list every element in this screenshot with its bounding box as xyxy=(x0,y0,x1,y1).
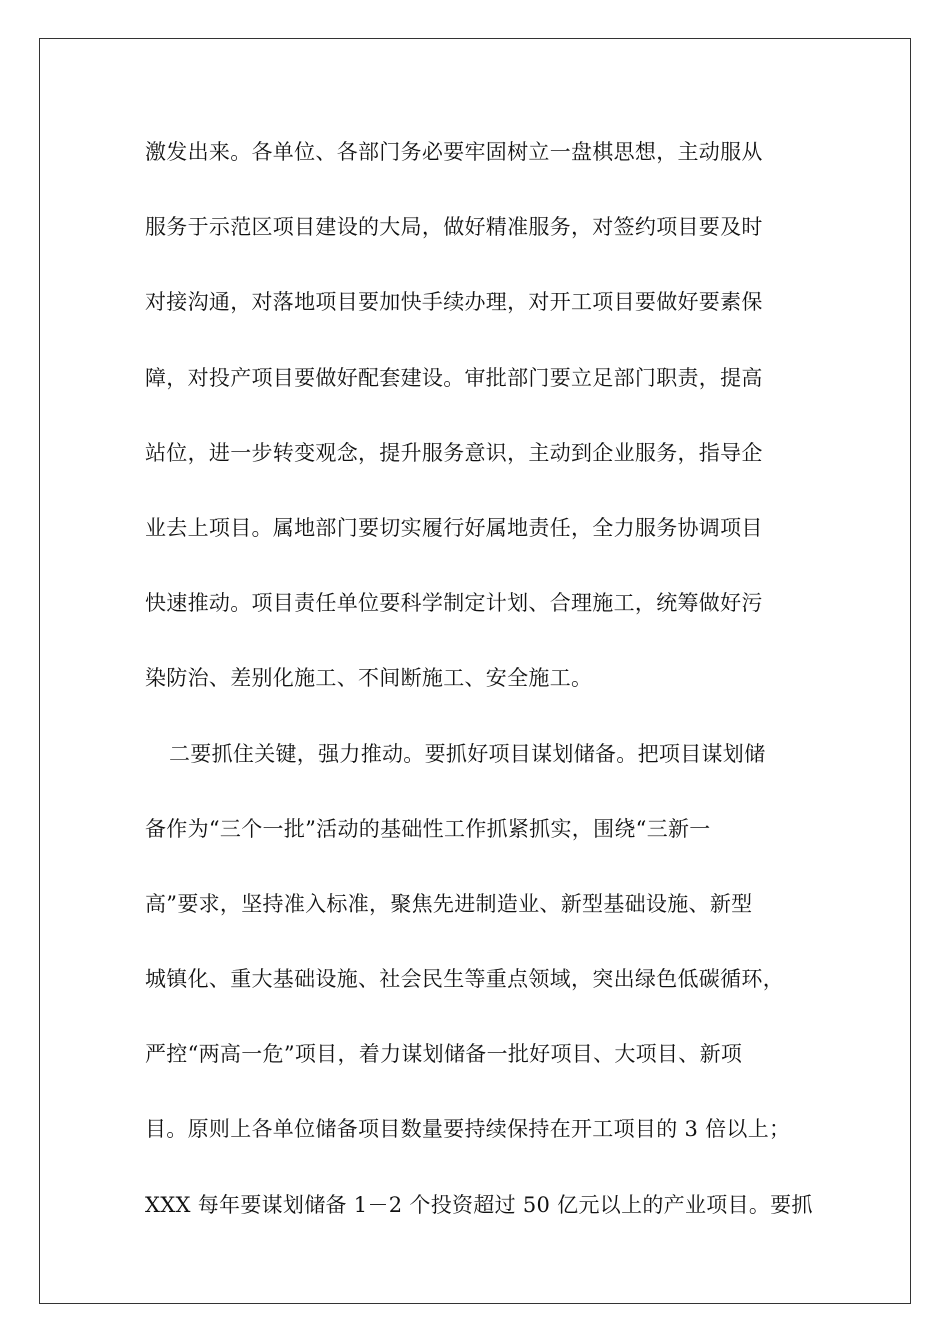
text-line: XXX 每年要谋划储备 1－2 个投资超过 50 亿元以上的产业项目。要抓 xyxy=(145,1192,813,1217)
text-line: 站位，进一步转变观念，提升服务意识，主动到企业服务，指导企 xyxy=(145,440,763,465)
text-line: 业去上项目。属地部门要切实履行好属地责任，全力服务协调项目 xyxy=(145,515,763,540)
text-line: 备作为“三个一批”活动的基础性工作抓紧抓实，围绕“三新一 xyxy=(145,816,711,841)
text-line: 快速推动。项目责任单位要科学制定计划、合理施工，统筹做好污 xyxy=(145,591,763,616)
text-line: 高”要求，坚持准入标准，聚焦先进制造业、新型基础设施、新型 xyxy=(145,891,753,916)
text-line: 对接沟通，对落地项目要加快手续办理，对开工项目要做好要素保 xyxy=(145,290,763,315)
text-line: 严控“两高一危”项目，着力谋划储备一批好项目、大项目、新项 xyxy=(145,1042,743,1067)
text-line: 城镇化、重大基础设施、社会民生等重点领域，突出绿色低碳循环， xyxy=(145,967,784,992)
text-line: 服务于示范区项目建设的大局，做好精准服务，对签约项目要及时 xyxy=(145,215,763,240)
document-body xyxy=(145,132,813,1260)
text-line: 染防治、差别化施工、不间断施工、安全施工。 xyxy=(145,666,593,691)
text-line: 激发出来。各单位、各部门务必要牢固树立一盘棋思想，主动服从 xyxy=(145,140,763,164)
text-line: 目。原则上各单位储备项目数量要持续保持在开工项目的 3 倍以上； xyxy=(145,1117,791,1142)
paragraph-start-line: 二要抓住关键，强力推动。要抓好项目谋划储备。把项目谋划储 xyxy=(169,741,766,766)
text-line: 障，对投产项目要做好配套建设。审批部门要立足部门职责，提高 xyxy=(145,365,763,390)
